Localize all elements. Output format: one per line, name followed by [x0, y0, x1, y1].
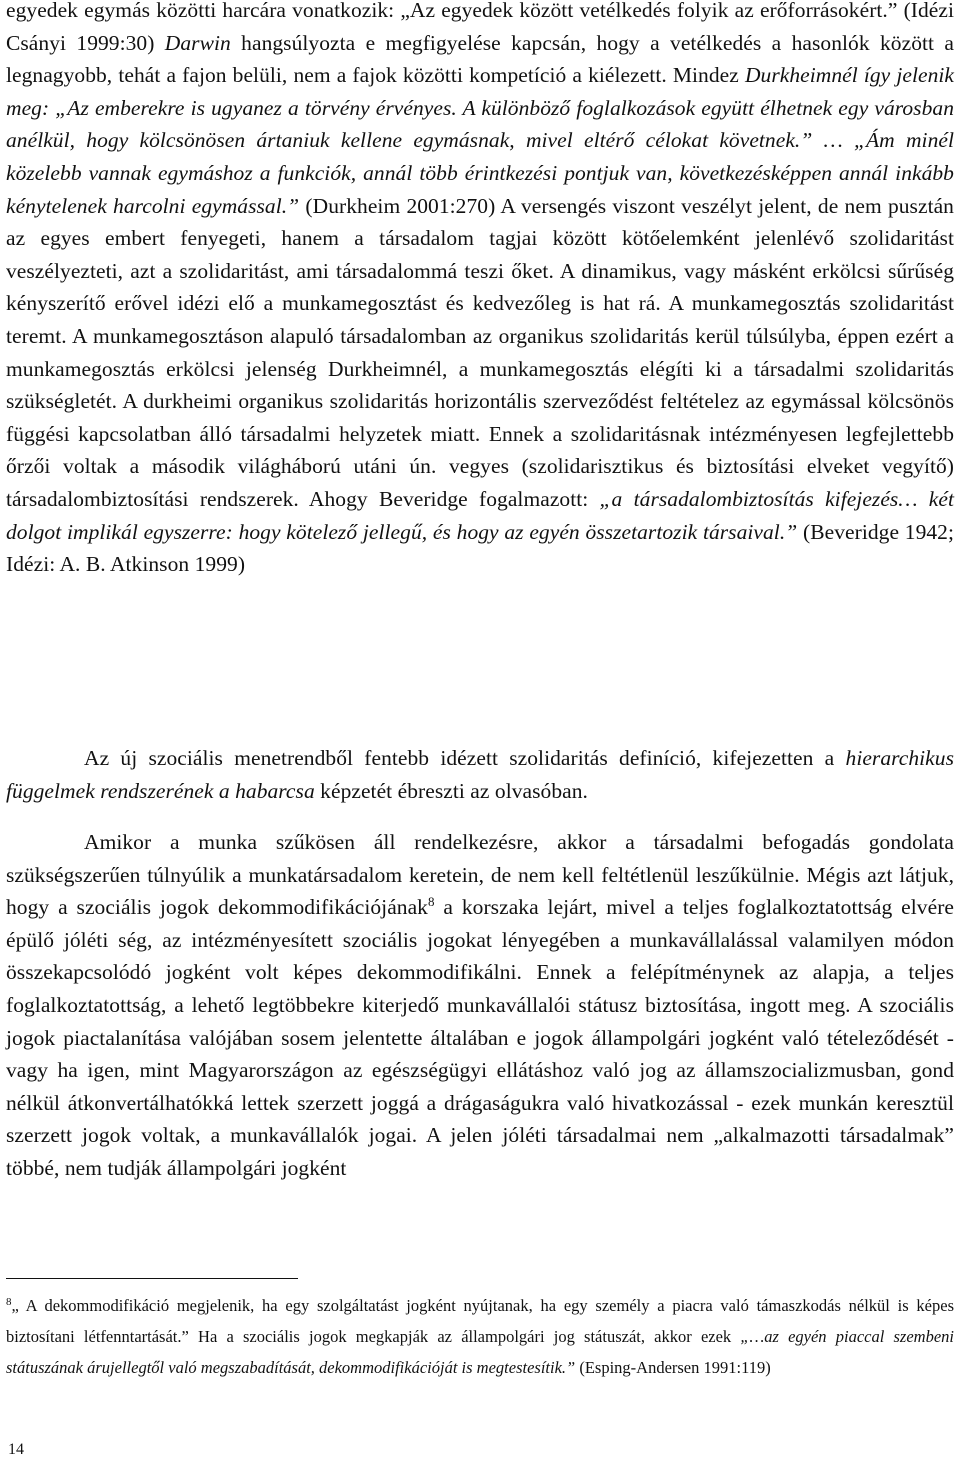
paragraph-2: [6, 742, 954, 807]
footnote: [6, 1290, 954, 1383]
footnote-text-1: „ A dekommodifikáció megjelenik, ha egy szolgáltatást jogként nyújtanak, ha egy személy a piacra való támaszkodás nélkül is képes biztosítani létfenntartását.” Ha a szociális jogok megkapják az állampolgári jog státuszát, akkor ezek: [6, 1296, 954, 1346]
paragraph-2-text-2: képzetét ébreszti az olvasóban.: [314, 778, 588, 803]
footnote-marker: 8: [6, 1296, 12, 1308]
paragraph-1-text-3: (Durkheim 2001:270) A versengés viszont veszélyt jelent, de nem pusztán az egyes embert fenyegeti, hanem a társadalom tagjai között kötőelemként jelenlévő szolidaritást veszélyezteti, azt a szolidaritást, ami társadalommá teszi őket. A dinamikus, vagy másként erkölcsi sűrűség kényszerítő erővel idézi elő a munkamegosztást és kedvezőleg is hat rá. A munkamegosztás szolidaritást teremt. A munkamegosztáson alapuló társadalomban az organikus szolidaritás kerül túlsúlyba, éppen ezért a munkamegosztás erkölcsi jelenség Durkheimnél, a munkamegosztás elégíti ki a társadalmi szolidaritás szükségletét. A durkheimi organikus szolidaritás horizontális szerveződést feltételez az egymással kölcsönös függési kapcsolatban álló társadalmi helyzetek miatt. Ennek a szolidaritásnak intézményesen legfejlettebb őrzői voltak a második világháború utáni ún. vegyes (szolidarisztikus és biztosítási elveket vegyítő) társadalombiztosítási rendszerek. Ahogy Beveridge fogalmazott:: [6, 193, 954, 511]
paragraph-1-text-1: egyedek egymás közötti harcára vonatkozik: „Az egyedek között vetélkedés folyik az erőforrásokért.” (Idézi Csányi 1999:30): [6, 0, 954, 55]
paragraph-1-beveridge-quote: „a társadalombiztosítás kifejezés… két dolgot implikál egyszerre: hogy kötelező jellegű, és hogy az egyén összetartozik társaival.”: [6, 486, 954, 544]
paragraph-2-italic: hierarchikus függelmek rendszerének a habarcsa: [6, 746, 954, 803]
paragraph-1: [6, 0, 954, 581]
paragraph-1-darwin: Darwin: [164, 30, 231, 55]
footnote-italic-quote: „…az egyén piaccal szembeni státuszának árujellegtől való megszabadítását, dekommodifikációját is megtestesítik.”: [6, 1327, 955, 1377]
paragraph-2-text-1: Az új szociális menetrendből fentebb idézett szolidaritás definíció, kifejezetten a: [84, 746, 846, 770]
paragraph-1-text-2: hangsúlyozta e megfigyelése kapcsán, hogy a vetélkedés a hasonlók között a legnagyobb, tehát a fajon belüli, nem a fajok közötti kompetíció a kiélezett. Mindez: [6, 30, 954, 88]
paragraph-3-text-2: a korszaka lejárt, mivel a teljes foglalkoztatottság elvére épülő jóléti ség, az intézményesített szociális jogokat lényegében a munkavállalással valamilyen módon összekapcsolódó jogként volt képes dekommodifikálni. Ennek a felépítménynek az alapja, a teljes foglalkoztatottság, a lehető legtöbbekre kiterjedő munkavállalói státusz biztosítása, ingott meg. A szociális jogok piactalanítása valójában sosem jelentette általában e jogok állampolgári jogként való tételeződését - vagy ha igen, mint Magyarországon az egészségügyi ellátáshoz való jog az államszocializmusban, gond nélkül átkonvertálhatókká lettek szerzett joggá a drágaságukra való hivatkozással - ezek munkán keresztül szerzett jogok voltak, a munkavállalók jogai. A jelen jóléti társadalmai nem „alkalmazotti társadalmak” többé, nem tudják állampolgári jogként: [6, 895, 954, 1180]
paragraph-3-text-1: Amikor a munka szűkösen áll rendelkezésre, akkor a társadalmi befogadás gondolata szükségszerűen túlnyúlik a munkatársadalom keretein, de nem kell feltétlenül leszűkülnie. Mégis azt látjuk, hogy a szociális jogok dekommodifikációjának: [6, 830, 954, 920]
paragraph-1-text-4: (Beveridge 1942; Idézi: A. B. Atkinson 1999): [6, 519, 954, 577]
footnote-separator: [6, 1278, 298, 1279]
page-number: 14: [8, 1441, 24, 1458]
paragraph-1-durkheim-quote: Durkheimnél így jelenik meg: „Az emberekre is ugyanez a törvény érvényes. A különböző foglalkozások együtt élhetnek egy városban anélkül, hogy kölcsönösen ártaniuk kellene egymásnak, mivel eltérő célokat követnek.” … „Ám minél közelebb vannak egymáshoz a funkciók, annál több érintkezési pontjuk van, következésképpen annál inkább kénytelenek harcolni egymással.”: [6, 63, 955, 218]
paragraph-3: [6, 826, 954, 1185]
footnote-text-2: (Esping-Andersen 1991:119): [575, 1358, 771, 1377]
footnote-reference[interactable]: 8: [427, 894, 435, 910]
